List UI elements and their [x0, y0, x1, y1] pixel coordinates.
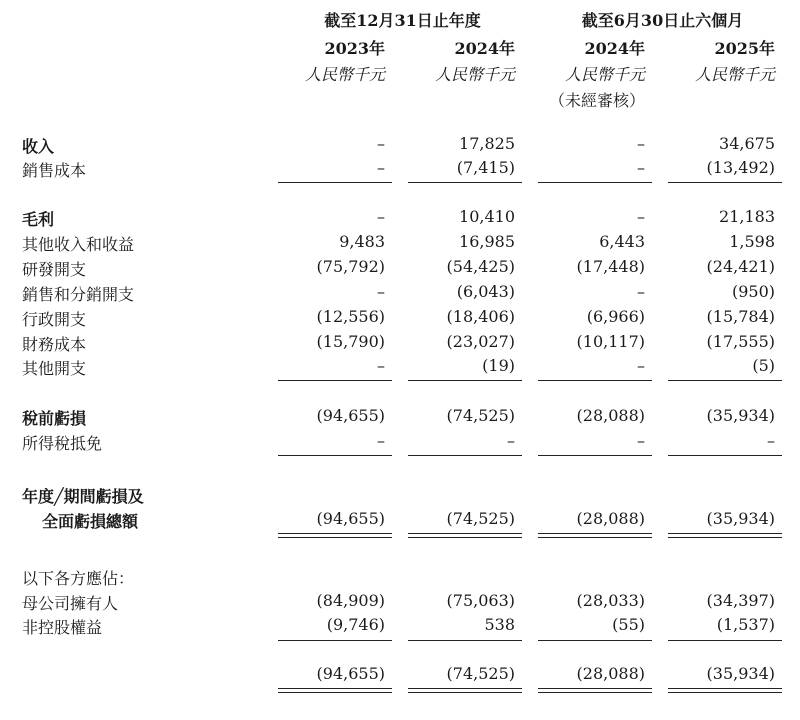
row-label: 年度╱期間虧損及: [22, 487, 144, 506]
row-label: 毛利: [22, 210, 55, 229]
cell-value: (94,655): [316, 664, 385, 683]
subtotal-rule: [668, 182, 782, 183]
cell-value: –: [637, 431, 645, 450]
subtotal-rule: [278, 640, 392, 641]
cell-value: (17,555): [706, 332, 775, 351]
total-double-rule: [408, 533, 522, 538]
cell-value: –: [377, 431, 385, 450]
row-total-comprehensive-loss: [0, 509, 800, 533]
subtotal-rule: [538, 182, 652, 183]
cell-value: (74,525): [446, 664, 515, 683]
row-loss-before-tax: [0, 406, 800, 430]
cell-value: (28,088): [576, 509, 645, 528]
cell-value: (28,088): [576, 664, 645, 683]
cell-value: –: [377, 207, 385, 226]
row-label: 母公司擁有人: [22, 594, 119, 613]
header-group-year-ended: 截至12月31日止年度: [324, 11, 481, 30]
cell-value: 1,598: [729, 232, 775, 251]
total-double-rule: [278, 533, 392, 538]
cell-value: (55): [612, 615, 645, 634]
cell-value: (75,792): [316, 257, 385, 276]
total-double-rule: [538, 533, 652, 538]
cell-value: (74,525): [446, 406, 515, 425]
subtotal-rule: [408, 380, 522, 381]
cell-value: (35,934): [706, 509, 775, 528]
header-group-six-months: 截至6月30日止六個月: [581, 11, 744, 30]
cell-value: 10,410: [459, 207, 515, 226]
row-label: 銷售和分銷開支: [22, 285, 135, 304]
row-attributable-heading: [0, 566, 800, 590]
cell-value: (28,033): [576, 591, 645, 610]
cell-value: (35,934): [706, 406, 775, 425]
row-label: 非控股權益: [22, 618, 103, 637]
total-double-rule: [668, 688, 782, 693]
subtotal-rule: [278, 182, 392, 183]
col-unit-2: 人民幣千元: [434, 65, 515, 84]
row-label: 全面虧損總額: [42, 512, 139, 531]
cell-value: (74,525): [446, 509, 515, 528]
cell-value: (23,027): [446, 332, 515, 351]
cell-value: (13,492): [706, 158, 775, 177]
subtotal-rule: [538, 640, 652, 641]
subtotal-rule: [278, 380, 392, 381]
total-double-rule: [278, 688, 392, 693]
cell-value: –: [507, 431, 515, 450]
cell-value: (12,556): [316, 307, 385, 326]
cell-value: (75,063): [446, 591, 515, 610]
row-rnd: [0, 257, 800, 281]
cell-value: (19): [482, 356, 515, 375]
cell-value: (84,909): [316, 591, 385, 610]
cell-value: –: [637, 134, 645, 153]
subtotal-rule: [278, 455, 392, 456]
cell-value: (94,655): [316, 406, 385, 425]
cell-value: (15,790): [316, 332, 385, 351]
row-income-tax: [0, 431, 800, 455]
row-label: 所得稅抵免: [22, 434, 103, 453]
cell-value: (17,448): [576, 257, 645, 276]
cell-value: (28,088): [576, 406, 645, 425]
row-other-income: [0, 232, 800, 256]
row-non-controlling-interests: [0, 615, 800, 639]
col-unit-4: 人民幣千元: [694, 65, 775, 84]
row-label: 稅前虧損: [22, 409, 87, 428]
col-year-1: 2023年: [324, 39, 385, 58]
cell-value: (10,117): [576, 332, 645, 351]
total-double-rule: [538, 688, 652, 693]
subtotal-rule: [408, 455, 522, 456]
cell-value: (5): [752, 356, 775, 375]
cell-value: (7,415): [456, 158, 515, 177]
cell-value: –: [637, 356, 645, 375]
cell-value: (1,537): [716, 615, 775, 634]
cell-value: (24,421): [706, 257, 775, 276]
row-selling: [0, 282, 800, 306]
cell-value: 9,483: [339, 232, 385, 251]
cell-value: –: [377, 134, 385, 153]
col-note-unaudited: （未經審核）: [548, 91, 645, 110]
cell-value: 6,443: [599, 232, 645, 251]
cell-value: –: [377, 356, 385, 375]
subtotal-rule: [668, 380, 782, 381]
row-label: 其他開支: [22, 359, 87, 378]
row-finance-costs: [0, 332, 800, 356]
cell-value: (9,746): [326, 615, 385, 634]
subtotal-rule: [668, 455, 782, 456]
cell-value: –: [637, 207, 645, 226]
cell-value: (54,425): [446, 257, 515, 276]
cell-value: (34,397): [706, 591, 775, 610]
row-label: 其他收入和收益: [22, 235, 135, 254]
row-label: 以下各方應佔：: [22, 569, 135, 588]
subtotal-rule: [668, 640, 782, 641]
subtotal-rule: [538, 455, 652, 456]
subtotal-rule: [538, 380, 652, 381]
cell-value: –: [637, 158, 645, 177]
cell-value: –: [637, 282, 645, 301]
row-admin: [0, 307, 800, 331]
cell-value: 538: [484, 615, 515, 634]
row-other-expenses: [0, 356, 800, 380]
cell-value: –: [377, 282, 385, 301]
cell-value: (6,966): [586, 307, 645, 326]
cell-value: (94,655): [316, 509, 385, 528]
cell-value: 21,183: [719, 207, 775, 226]
cell-value: (18,406): [446, 307, 515, 326]
col-unit-3: 人民幣千元: [564, 65, 645, 84]
col-year-2: 2024年: [454, 39, 515, 58]
total-double-rule: [668, 533, 782, 538]
total-double-rule: [408, 688, 522, 693]
row-owners-of-parent: [0, 591, 800, 615]
col-year-3: 2024年: [584, 39, 645, 58]
row-label: 行政開支: [22, 310, 87, 329]
row-total: [0, 664, 800, 688]
cell-value: (6,043): [456, 282, 515, 301]
col-year-4: 2025年: [714, 39, 775, 58]
row-label: 收入: [22, 137, 55, 156]
row-cost-of-sales: [0, 158, 800, 182]
subtotal-rule: [408, 640, 522, 641]
cell-value: (950): [731, 282, 775, 301]
row-total-loss-heading: [0, 484, 800, 508]
cell-value: –: [767, 431, 775, 450]
row-label: 財務成本: [22, 335, 87, 354]
cell-value: (15,784): [706, 307, 775, 326]
col-unit-1: 人民幣千元: [304, 65, 385, 84]
row-revenue: [0, 134, 800, 158]
row-label: 研發開支: [22, 260, 87, 279]
cell-value: –: [377, 158, 385, 177]
row-label: 銷售成本: [22, 161, 87, 180]
subtotal-rule: [408, 182, 522, 183]
cell-value: (35,934): [706, 664, 775, 683]
cell-value: 17,825: [459, 134, 515, 153]
cell-value: 34,675: [719, 134, 775, 153]
cell-value: 16,985: [459, 232, 515, 251]
row-gross-profit: [0, 207, 800, 231]
